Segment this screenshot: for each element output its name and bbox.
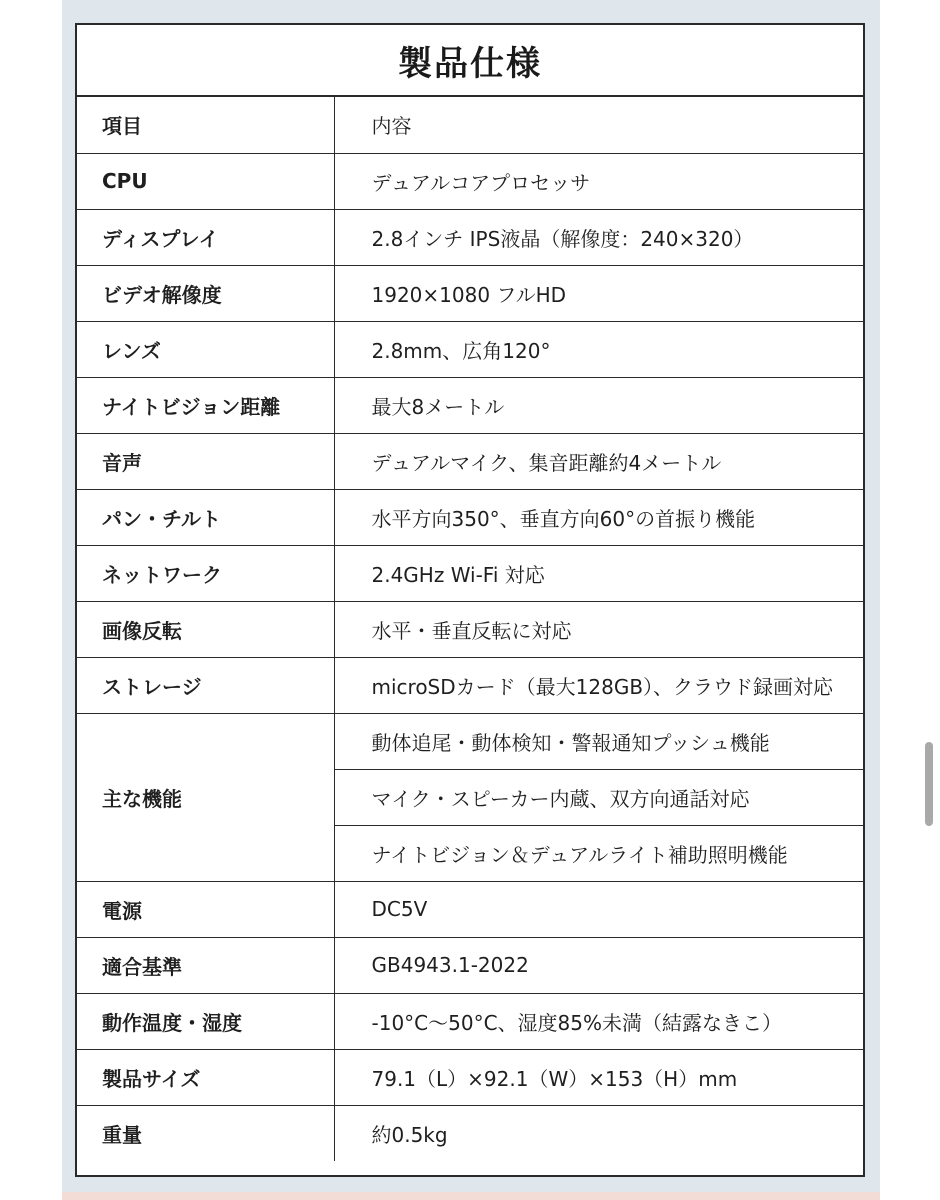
spec-row [77,489,863,545]
spec-value: 2.8mm、広角120° [334,321,863,377]
spec-value: デュアルマイク、集音距離約4メートル [334,433,863,489]
spec-value: デュアルコアプロセッサ [334,153,863,209]
spec-key: 動作温度・湿度 [77,993,334,1049]
spec-value: 2.8インチ IPS液晶（解像度：240×320） [334,209,863,265]
next-section-strip [62,1192,880,1200]
spec-table-card [75,23,865,1177]
spec-value: 2.4GHz Wi-Fi 対応 [334,545,863,601]
spec-key: 重量 [77,1105,334,1161]
spec-row [77,1105,863,1161]
spec-value: マイク・スピーカー内蔵、双方向通話対応 [334,769,863,825]
spec-row [77,321,863,377]
spec-key: 適合基準 [77,937,334,993]
spec-value: microSDカード（最大128GB）、クラウド録画対応 [334,657,863,713]
spec-key: レンズ [77,321,334,377]
spec-row [77,265,863,321]
spec-value: GB4943.1-2022 [334,937,863,993]
spec-key: 音声 [77,433,334,489]
spec-value: -10°C～50°C、湿度85%未満（結露なきこ） [334,993,863,1049]
spec-row [77,433,863,489]
spec-row [77,209,863,265]
scrollbar-thumb[interactable] [925,742,933,826]
spec-key: 主な機能 [77,713,334,881]
spec-row [77,713,863,769]
spec-key: パン・チルト [77,489,334,545]
spec-header-key: 項目 [77,97,334,153]
spec-row [77,545,863,601]
spec-row [77,937,863,993]
spec-key: CPU [77,153,334,209]
spec-value: ナイトビジョン＆デュアルライト補助照明機能 [334,825,863,881]
spec-key: 画像反転 [77,601,334,657]
spec-key: ビデオ解像度 [77,265,334,321]
spec-row [77,657,863,713]
spec-title: 製品仕様 [77,25,863,97]
spec-value: 水平・垂直反転に対応 [334,601,863,657]
spec-row [77,601,863,657]
spec-key: ナイトビジョン距離 [77,377,334,433]
spec-value: 動体追尾・動体検知・警報通知プッシュ機能 [334,713,863,769]
spec-key: ディスプレイ [77,209,334,265]
spec-row [77,377,863,433]
spec-value: 1920×1080 フルHD [334,265,863,321]
spec-key: ネットワーク [77,545,334,601]
spec-value: 約0.5kg [371,1122,448,1147]
spec-key: ストレージ [77,657,334,713]
spec-key: 電源 [77,881,334,937]
spec-table [77,97,863,1161]
spec-row [77,1049,863,1105]
spec-value: 水平方向350°、垂直方向60°の首振り機能 [334,489,863,545]
spec-header-value: 内容 [334,97,863,153]
spec-row [77,881,863,937]
spec-row [77,153,863,209]
spec-key: 製品サイズ [77,1049,334,1105]
spec-value: 最大8メートル [334,377,863,433]
spec-value: DC5V [334,881,863,937]
spec-row [77,993,863,1049]
spec-header-row [77,97,863,153]
spec-value: 79.1（L）×92.1（W）×153（H）mm [334,1049,863,1105]
